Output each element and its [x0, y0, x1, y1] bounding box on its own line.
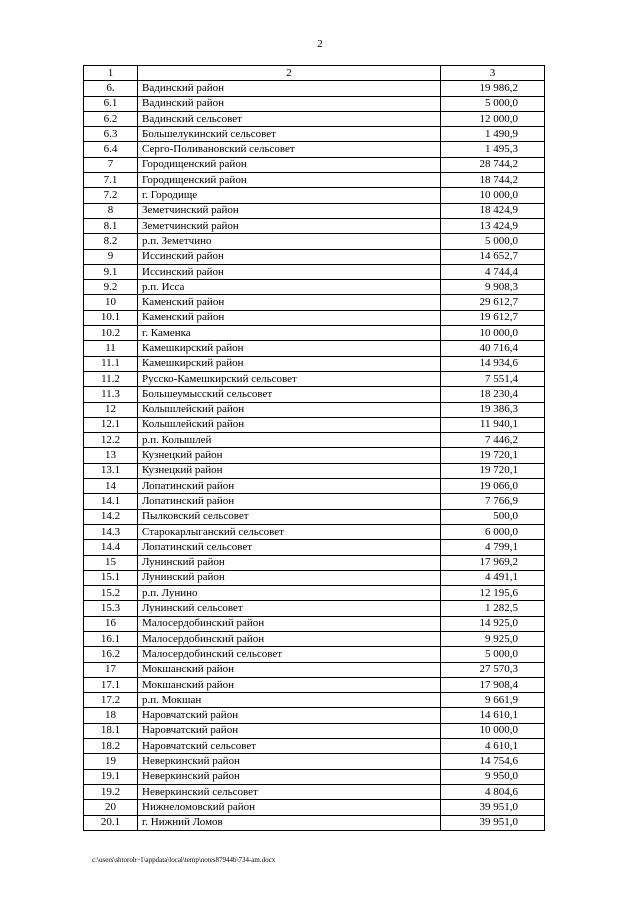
row-value-cell: 5 000,0 — [441, 96, 545, 111]
table-row — [84, 249, 545, 264]
row-number-cell: 16.1 — [84, 631, 138, 646]
table-row — [84, 494, 545, 509]
table-row — [84, 463, 545, 478]
row-value-cell: 39 951,0 — [441, 815, 545, 830]
table-row — [84, 739, 545, 754]
row-value-cell: 27 570,3 — [441, 662, 545, 677]
row-value-cell: 17 908,4 — [441, 677, 545, 692]
row-name-cell: Пылковский сельсовет — [138, 509, 441, 524]
row-number-cell: 14.1 — [84, 494, 138, 509]
table-row — [84, 524, 545, 539]
row-value-cell: 11 940,1 — [441, 417, 545, 432]
row-number-cell: 16.2 — [84, 647, 138, 662]
row-value-cell: 14 610,1 — [441, 708, 545, 723]
row-value-cell: 14 754,6 — [441, 754, 545, 769]
row-number-cell: 13 — [84, 448, 138, 463]
row-number-cell: 14.4 — [84, 540, 138, 555]
row-value-cell: 39 951,0 — [441, 800, 545, 815]
row-number-cell: 11.3 — [84, 387, 138, 402]
row-name-cell: Большелукинский сельсовет — [138, 127, 441, 142]
table-row — [84, 570, 545, 585]
row-number-cell: 15.1 — [84, 570, 138, 585]
row-value-cell: 18 424,9 — [441, 203, 545, 218]
row-name-cell: р.п. Исса — [138, 280, 441, 295]
row-number-cell: 9.2 — [84, 280, 138, 295]
row-value-cell: 17 969,2 — [441, 555, 545, 570]
row-value-cell: 19 720,1 — [441, 448, 545, 463]
header-col-1: 1 — [84, 66, 138, 81]
row-number-cell: 14 — [84, 479, 138, 494]
row-number-cell: 14.2 — [84, 509, 138, 524]
page-number: 2 — [317, 38, 323, 50]
row-number-cell: 14.3 — [84, 524, 138, 539]
row-name-cell: р.п. Колышлей — [138, 433, 441, 448]
row-value-cell: 14 652,7 — [441, 249, 545, 264]
table-row — [84, 218, 545, 233]
table-row — [84, 234, 545, 249]
table-row — [84, 754, 545, 769]
row-value-cell: 13 424,9 — [441, 218, 545, 233]
row-value-cell: 10 000,0 — [441, 188, 545, 203]
row-number-cell: 15 — [84, 555, 138, 570]
row-number-cell: 6.1 — [84, 96, 138, 111]
row-number-cell: 19 — [84, 754, 138, 769]
row-name-cell: Лопатинский район — [138, 494, 441, 509]
row-number-cell: 19.1 — [84, 769, 138, 784]
row-number-cell: 16 — [84, 616, 138, 631]
table-row — [84, 677, 545, 692]
table-row — [84, 264, 545, 279]
row-name-cell: Земетчинский район — [138, 203, 441, 218]
row-number-cell: 18.1 — [84, 723, 138, 738]
row-name-cell: Каменский район — [138, 310, 441, 325]
row-number-cell: 15.2 — [84, 586, 138, 601]
row-value-cell: 19 612,7 — [441, 310, 545, 325]
table-row — [84, 81, 545, 96]
table-row — [84, 173, 545, 188]
row-number-cell: 11.1 — [84, 356, 138, 371]
row-value-cell: 4 804,6 — [441, 784, 545, 799]
row-number-cell: 20.1 — [84, 815, 138, 830]
row-value-cell: 28 744,2 — [441, 157, 545, 172]
row-number-cell: 12.1 — [84, 417, 138, 432]
row-value-cell: 1 490,9 — [441, 127, 545, 142]
row-value-cell: 9 925,0 — [441, 631, 545, 646]
table-row — [84, 295, 545, 310]
row-number-cell: 8 — [84, 203, 138, 218]
row-name-cell: Кузнецкий район — [138, 463, 441, 478]
row-value-cell: 12 195,6 — [441, 586, 545, 601]
table-row — [84, 647, 545, 662]
table-row — [84, 784, 545, 799]
row-number-cell: 20 — [84, 800, 138, 815]
table-row — [84, 540, 545, 555]
row-number-cell: 15.3 — [84, 601, 138, 616]
row-number-cell: 13.1 — [84, 463, 138, 478]
table-row — [84, 96, 545, 111]
row-number-cell: 18.2 — [84, 739, 138, 754]
row-name-cell: Неверкинский район — [138, 754, 441, 769]
table-row — [84, 509, 545, 524]
row-number-cell: 8.1 — [84, 218, 138, 233]
row-name-cell: Русско-Камешкирский сельсовет — [138, 371, 441, 386]
table-row — [84, 326, 545, 341]
table-header-row — [84, 66, 545, 81]
row-name-cell: Малосердобинский сельсовет — [138, 647, 441, 662]
row-number-cell: 6.2 — [84, 111, 138, 126]
row-value-cell: 40 716,4 — [441, 341, 545, 356]
row-value-cell: 19 386,3 — [441, 402, 545, 417]
row-name-cell: Каменский район — [138, 295, 441, 310]
row-number-cell: 10.2 — [84, 326, 138, 341]
row-value-cell: 9 908,3 — [441, 280, 545, 295]
table-row — [84, 356, 545, 371]
row-name-cell: Камешкирский район — [138, 341, 441, 356]
table-row — [84, 341, 545, 356]
row-name-cell: Наровчатский сельсовет — [138, 739, 441, 754]
row-value-cell: 5 000,0 — [441, 647, 545, 662]
row-value-cell: 29 612,7 — [441, 295, 545, 310]
row-name-cell: Лунинский сельсовет — [138, 601, 441, 616]
footer-file-path: c:\users\shtoroh~1\appdata\local\temp\notes87944b\734-am.docx — [92, 856, 276, 864]
row-value-cell: 500,0 — [441, 509, 545, 524]
row-value-cell: 4 491,1 — [441, 570, 545, 585]
row-value-cell: 9 950,0 — [441, 769, 545, 784]
row-number-cell: 19.2 — [84, 784, 138, 799]
row-name-cell: Лопатинский район — [138, 479, 441, 494]
row-number-cell: 12 — [84, 402, 138, 417]
table-row — [84, 280, 545, 295]
row-name-cell: Лунинский район — [138, 570, 441, 585]
row-name-cell: Малосердобинский район — [138, 616, 441, 631]
row-name-cell: Мокшанский район — [138, 677, 441, 692]
row-name-cell: г. Каменка — [138, 326, 441, 341]
table-row — [84, 479, 545, 494]
table-row — [84, 417, 545, 432]
row-name-cell: р.п. Мокшан — [138, 693, 441, 708]
row-name-cell: Лопатинский сельсовет — [138, 540, 441, 555]
row-name-cell: г. Городище — [138, 188, 441, 203]
header-col-2: 2 — [138, 66, 441, 81]
row-number-cell: 17.1 — [84, 677, 138, 692]
row-name-cell: Неверкинский район — [138, 769, 441, 784]
table-row — [84, 402, 545, 417]
table-row — [84, 433, 545, 448]
row-value-cell: 6 000,0 — [441, 524, 545, 539]
row-name-cell: Городищенский район — [138, 157, 441, 172]
row-value-cell: 19 986,2 — [441, 81, 545, 96]
row-value-cell: 19 720,1 — [441, 463, 545, 478]
row-name-cell: Колышлейский район — [138, 417, 441, 432]
row-name-cell: Камешкирский район — [138, 356, 441, 371]
row-value-cell: 18 230,4 — [441, 387, 545, 402]
table-row — [84, 769, 545, 784]
table-row — [84, 157, 545, 172]
row-value-cell: 4 744,4 — [441, 264, 545, 279]
table-row — [84, 203, 545, 218]
row-name-cell: Наровчатский район — [138, 708, 441, 723]
table-row — [84, 555, 545, 570]
row-number-cell: 17.2 — [84, 693, 138, 708]
row-name-cell: р.п. Лунино — [138, 586, 441, 601]
row-value-cell: 19 066,0 — [441, 479, 545, 494]
table-row — [84, 371, 545, 386]
row-number-cell: 10 — [84, 295, 138, 310]
table-row — [84, 188, 545, 203]
row-number-cell: 9.1 — [84, 264, 138, 279]
row-value-cell: 1 282,5 — [441, 601, 545, 616]
row-value-cell: 14 925,0 — [441, 616, 545, 631]
row-value-cell: 12 000,0 — [441, 111, 545, 126]
row-number-cell: 7 — [84, 157, 138, 172]
row-number-cell: 6.4 — [84, 142, 138, 157]
row-name-cell: Наровчатский район — [138, 723, 441, 738]
table-row — [84, 127, 545, 142]
table-row — [84, 601, 545, 616]
allocation-table — [83, 65, 545, 831]
row-name-cell: Лунинский район — [138, 555, 441, 570]
row-name-cell: Серго-Поливановский сельсовет — [138, 142, 441, 157]
row-number-cell: 11 — [84, 341, 138, 356]
table-row — [84, 631, 545, 646]
table-row — [84, 723, 545, 738]
row-value-cell: 4 610,1 — [441, 739, 545, 754]
row-name-cell: Старокарлыганский сельсовет — [138, 524, 441, 539]
row-name-cell: Большеумысский сельсовет — [138, 387, 441, 402]
table-row — [84, 800, 545, 815]
row-number-cell: 7.1 — [84, 173, 138, 188]
table-row — [84, 616, 545, 631]
row-number-cell: 8.2 — [84, 234, 138, 249]
row-name-cell: г. Нижний Ломов — [138, 815, 441, 830]
table-row — [84, 586, 545, 601]
row-name-cell: Кузнецкий район — [138, 448, 441, 463]
row-value-cell: 7 766,9 — [441, 494, 545, 509]
row-number-cell: 12.2 — [84, 433, 138, 448]
table-row — [84, 815, 545, 830]
row-value-cell: 10 000,0 — [441, 723, 545, 738]
row-value-cell: 4 799,1 — [441, 540, 545, 555]
row-number-cell: 6.3 — [84, 127, 138, 142]
table-row — [84, 111, 545, 126]
row-name-cell: Земетчинский район — [138, 218, 441, 233]
row-name-cell: Вадинский район — [138, 96, 441, 111]
row-name-cell: Вадинский сельсовет — [138, 111, 441, 126]
row-value-cell: 18 744,2 — [441, 173, 545, 188]
row-name-cell: р.п. Земетчино — [138, 234, 441, 249]
table-row — [84, 448, 545, 463]
row-value-cell: 1 495,3 — [441, 142, 545, 157]
row-name-cell: Городищенский район — [138, 173, 441, 188]
row-name-cell: Иссинский район — [138, 249, 441, 264]
row-name-cell: Вадинский район — [138, 81, 441, 96]
row-number-cell: 18 — [84, 708, 138, 723]
table-row — [84, 708, 545, 723]
row-name-cell: Неверкинский сельсовет — [138, 784, 441, 799]
row-value-cell: 9 661,9 — [441, 693, 545, 708]
row-value-cell: 7 551,4 — [441, 371, 545, 386]
row-number-cell: 17 — [84, 662, 138, 677]
row-name-cell: Мокшанский район — [138, 662, 441, 677]
row-value-cell: 5 000,0 — [441, 234, 545, 249]
row-value-cell: 7 446,2 — [441, 433, 545, 448]
row-value-cell: 10 000,0 — [441, 326, 545, 341]
table-row — [84, 387, 545, 402]
table-row — [84, 662, 545, 677]
row-value-cell: 14 934,6 — [441, 356, 545, 371]
row-number-cell: 10.1 — [84, 310, 138, 325]
row-number-cell: 11.2 — [84, 371, 138, 386]
row-name-cell: Колышлейский район — [138, 402, 441, 417]
row-number-cell: 9 — [84, 249, 138, 264]
table-row — [84, 693, 545, 708]
table-row — [84, 310, 545, 325]
table-row — [84, 142, 545, 157]
row-name-cell: Малосердобинский район — [138, 631, 441, 646]
header-col-3: 3 — [441, 66, 545, 81]
row-number-cell: 6. — [84, 81, 138, 96]
row-number-cell: 7.2 — [84, 188, 138, 203]
table-body — [84, 66, 545, 831]
row-name-cell: Иссинский район — [138, 264, 441, 279]
row-name-cell: Нижнеломовский район — [138, 800, 441, 815]
